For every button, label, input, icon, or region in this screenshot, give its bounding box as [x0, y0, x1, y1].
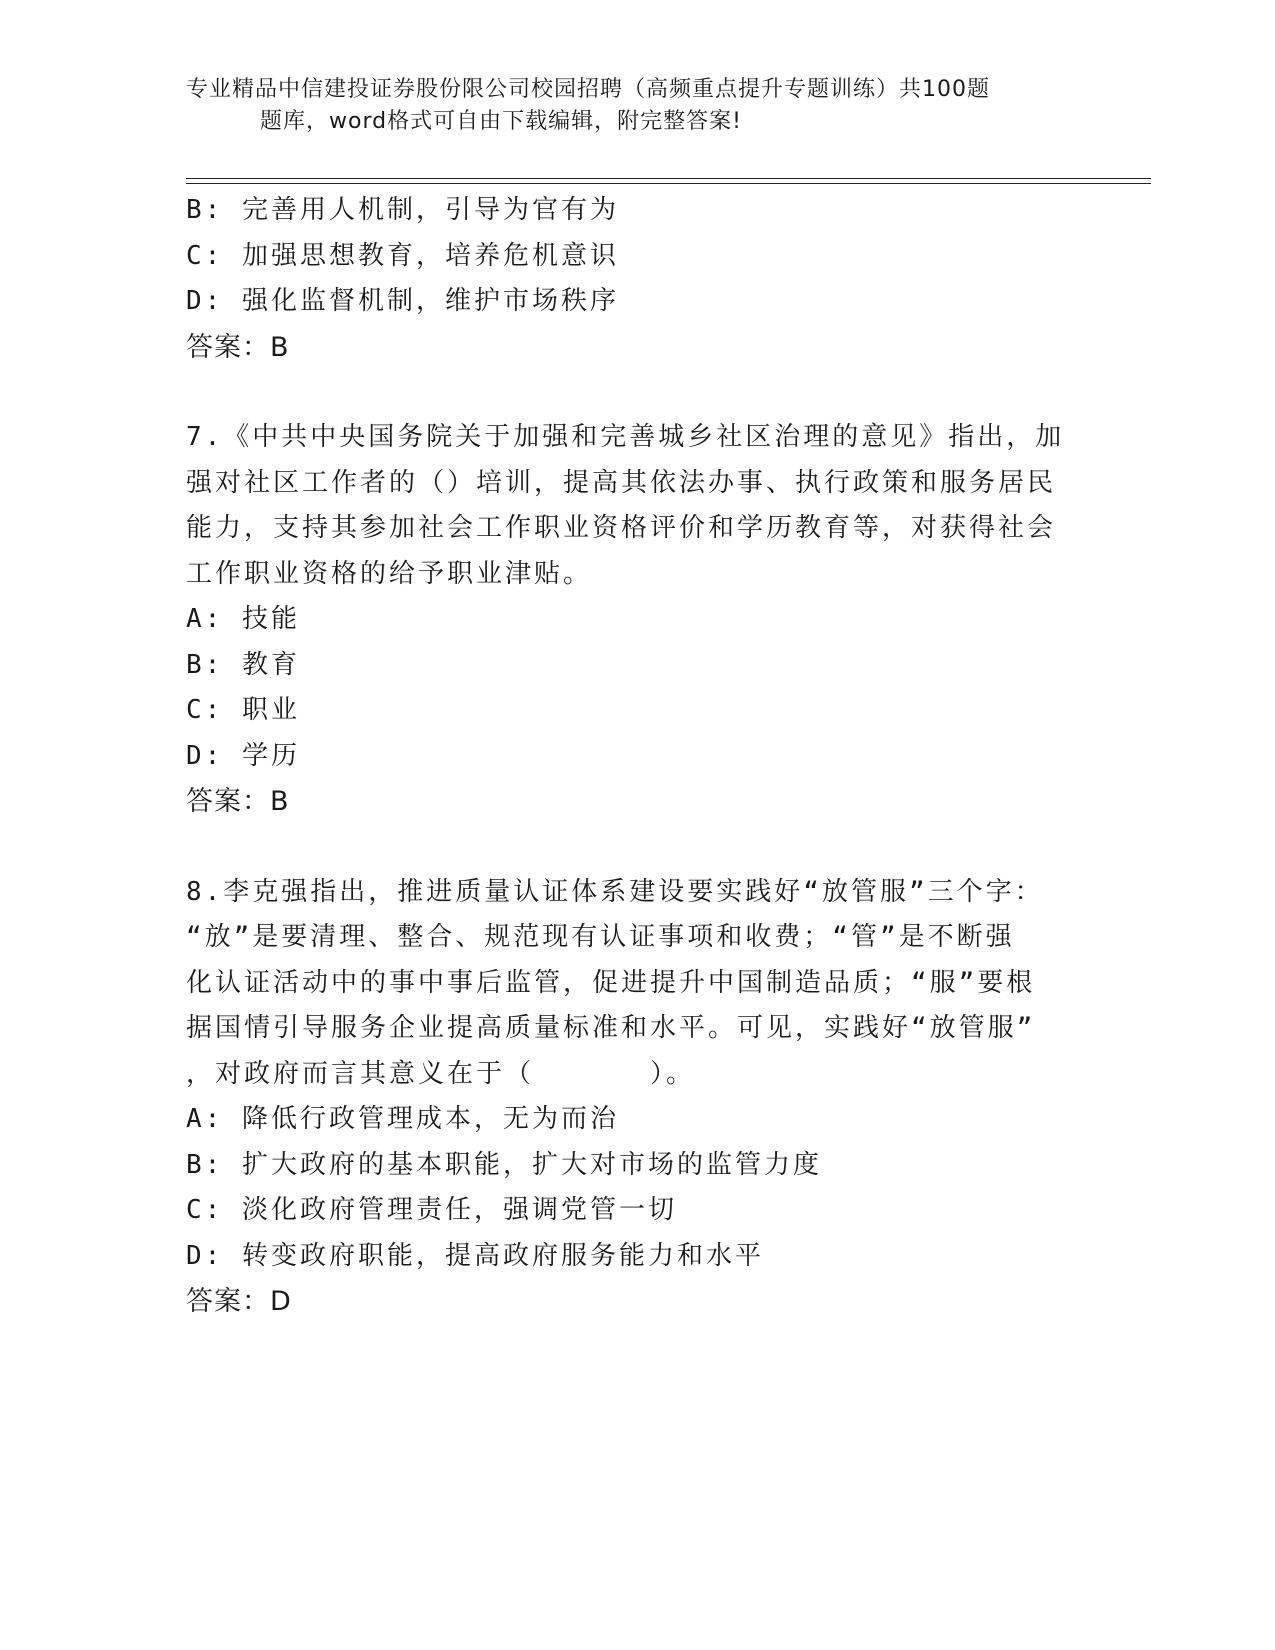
- option-d: D: 学历: [186, 740, 300, 771]
- option-d: D: 强化监督机制，维护市场秩序: [186, 286, 619, 316]
- question-6: [186, 188, 1066, 370]
- question-content: [186, 188, 1066, 1325]
- question-stem-line: 7.《中共中央国务院关于加强和完善城乡社区治理的意见》指出，加: [186, 422, 1065, 452]
- question-stem-line: 工作职业资格的给予职业津贴。: [186, 558, 593, 589]
- question-stem-line: ，对政府而言其意义在于（ ）。: [186, 1058, 696, 1089]
- option-b: B: 扩大政府的基本职能，扩大对市场的监管力度: [186, 1149, 822, 1180]
- question-stem-line: 据国情引导服务企业提高质量标准和水平。可见，实践好“放管服”: [186, 1013, 1036, 1043]
- option-c: C: 淡化政府管理责任，强调党管一切: [186, 1195, 677, 1225]
- option-c: C: 加强思想教育，培养危机意识: [186, 240, 619, 271]
- option-d: D: 转变政府职能，提高政府服务能力和水平: [186, 1240, 764, 1271]
- question-8: [186, 870, 1066, 1325]
- spacer: [186, 825, 1066, 870]
- option-a: A: 降低行政管理成本，无为而治: [186, 1104, 619, 1134]
- option-a: A: 技能: [186, 604, 300, 634]
- header-divider-top: [186, 178, 1151, 179]
- question-stem-line: 8.李克强指出，推进质量认证体系建设要实践好“放管服”三个字：: [186, 876, 1044, 907]
- option-b: B: 教育: [186, 649, 300, 680]
- question-stem-line: 强对社区工作者的（）培训，提高其依法办事、执行政策和服务居民: [186, 467, 1057, 498]
- answer-label: 答案：D: [186, 1286, 292, 1317]
- option-b: B: 完善用人机制，引导为官有为: [186, 195, 619, 225]
- header-title-line1: 专业精品中信建投证券股份限公司校园招聘（高频重点提升专题训练）共100题: [186, 77, 990, 102]
- header-divider-bottom: [186, 183, 1151, 184]
- question-stem-line: 化认证活动中的事中事后监管，促进提升中国制造品质；“服”要根: [186, 967, 1036, 998]
- answer-label: 答案：B: [186, 331, 290, 363]
- question-7: [186, 415, 1066, 825]
- option-c: C: 职业: [186, 695, 300, 725]
- question-stem-line: 能力，支持其参加社会工作职业资格评价和学历教育等，对获得社会: [186, 513, 1057, 543]
- question-stem-line: “放”是要清理、整合、规范现有认证事项和收费；“管”是不断强: [186, 922, 1015, 952]
- spacer: [186, 370, 1066, 415]
- document-header: [186, 74, 1066, 138]
- header-title-line2: 题库，word格式可自由下载编辑，附完整答案!: [260, 109, 742, 134]
- answer-label: 答案：B: [186, 786, 290, 817]
